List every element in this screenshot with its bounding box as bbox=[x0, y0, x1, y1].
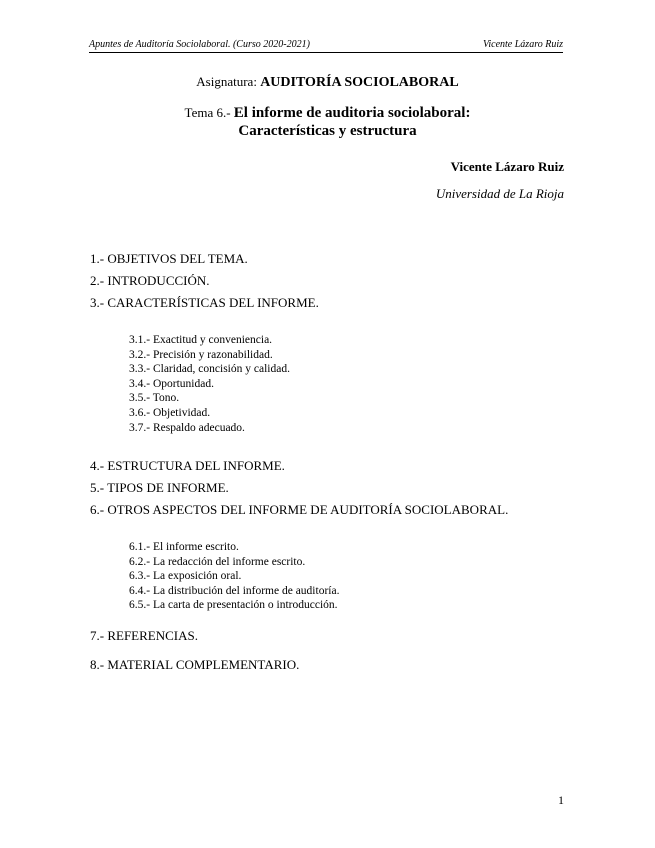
subject-prefix: Asignatura: bbox=[196, 74, 261, 89]
toc-subitem: 3.2.- Precisión y razonabilidad. bbox=[129, 348, 273, 361]
toc-sublist-caracteristicas bbox=[129, 333, 290, 435]
header-course-title: Apuntes de Auditoría Sociolaboral. (Curso 2020-2021) bbox=[89, 39, 310, 50]
toc-subitem: 3.6.- Objetividad. bbox=[129, 406, 211, 419]
header-author: Vicente Lázaro Ruiz bbox=[483, 39, 563, 50]
toc-subitem: 6.2.- La redacción del informe escrito. bbox=[129, 555, 306, 568]
toc-subitem: 3.3.- Claridad, concisión y calidad. bbox=[129, 363, 290, 376]
subject-line bbox=[0, 74, 655, 91]
toc-subitem: 3.5.- Tono. bbox=[129, 392, 180, 405]
toc-item-caracteristicas: 3.- CARACTERÍSTICAS DEL INFORME. bbox=[90, 295, 319, 310]
toc-item-objetivos: 1.- OBJETIVOS DEL TEMA. bbox=[90, 251, 248, 266]
running-header bbox=[89, 38, 563, 53]
toc-item-referencias: 7.- REFERENCIAS. bbox=[90, 628, 198, 643]
topic-title-line2: Características y estructura bbox=[238, 123, 417, 139]
toc-item-tipos: 5.- TIPOS DE INFORME. bbox=[90, 480, 229, 495]
toc-subitem: 6.1.- El informe escrito. bbox=[129, 541, 239, 553]
toc-subitem: 6.3.- La exposición oral. bbox=[129, 570, 242, 583]
toc-item-material: 8.- MATERIAL COMPLEMENTARIO. bbox=[90, 657, 300, 672]
author-name: Vicente Lázaro Ruiz bbox=[450, 159, 564, 174]
topic-prefix: Tema 6.- bbox=[184, 105, 234, 120]
toc-subitem: 6.4.- La distribución del informe de auditoría. bbox=[129, 584, 340, 597]
subject-name: AUDITORÍA SOCIOLABORAL bbox=[260, 75, 459, 90]
toc-item-introduccion: 2.- INTRODUCCIÓN. bbox=[90, 273, 210, 288]
toc-subitem: 6.5.- La carta de presentación o introducción. bbox=[129, 599, 338, 612]
topic-title bbox=[0, 104, 655, 140]
author-affiliation: Universidad de La Rioja bbox=[435, 186, 564, 201]
toc-subitem: 3.7.- Respaldo adecuado. bbox=[129, 421, 245, 434]
toc-item-otros-aspectos: 6.- OTROS ASPECTOS DEL INFORME DE AUDITORÍA SOCIOLABORAL. bbox=[90, 502, 509, 517]
toc-subitem: 3.1.- Exactitud y conveniencia. bbox=[129, 334, 273, 346]
toc-subitem: 3.4.- Oportunidad. bbox=[129, 377, 214, 390]
toc-sublist-otros-aspectos bbox=[129, 540, 339, 613]
page-number: 1 bbox=[558, 793, 564, 807]
topic-title-line1: El informe de auditoria sociolaboral: bbox=[233, 105, 471, 121]
toc-item-estructura: 4.- ESTRUCTURA DEL INFORME. bbox=[90, 458, 285, 473]
